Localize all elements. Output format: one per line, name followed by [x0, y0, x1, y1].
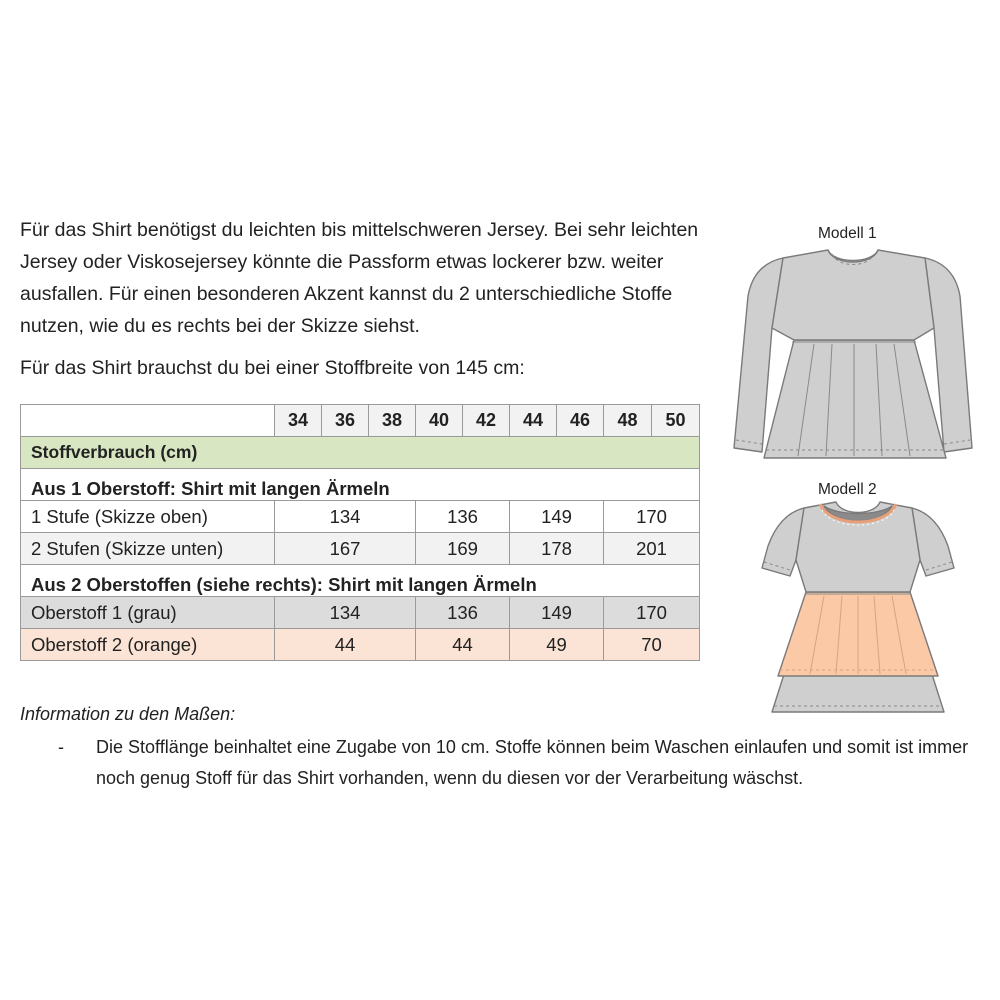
- table-row: [21, 629, 700, 661]
- value-cell: 49: [510, 629, 604, 661]
- bullet-marker: -: [58, 737, 64, 757]
- table-row: [21, 501, 700, 533]
- row-label: 1 Stufe (Skizze oben): [21, 501, 275, 533]
- row-label: 2 Stufen (Skizze unten): [21, 533, 275, 565]
- section-title-row: [21, 469, 700, 501]
- table-row: [21, 533, 700, 565]
- info-title: Information zu den Maßen:: [20, 704, 236, 724]
- value-cell: 70: [604, 629, 700, 661]
- value-cell: 167: [275, 533, 416, 565]
- size-header: 36: [322, 405, 369, 437]
- value-cell: 44: [416, 629, 510, 661]
- table-row: [21, 597, 700, 629]
- size-header: 42: [463, 405, 510, 437]
- section2-title: Aus 2 Oberstoffen (siehe rechts): Shirt mit langen Ärmeln: [21, 565, 700, 597]
- header-blank-cell: [21, 405, 275, 437]
- section-title-row: [21, 565, 700, 597]
- fabric-width-subheading: Für das Shirt brauchst du bei einer Stoffbreite von 145 cm:: [20, 357, 525, 379]
- model1-caption: Modell 1: [818, 225, 877, 242]
- value-cell: 178: [510, 533, 604, 565]
- value-cell: 134: [275, 597, 416, 629]
- value-cell: 169: [416, 533, 510, 565]
- row-label: Oberstoff 2 (orange): [21, 629, 275, 661]
- value-cell: 44: [275, 629, 416, 661]
- value-cell: 170: [604, 501, 700, 533]
- model2-caption: Modell 2: [818, 481, 877, 498]
- value-cell: 149: [510, 597, 604, 629]
- model1-long-sleeve-shirt-sketch: [728, 244, 978, 476]
- consumption-heading: Stoffverbrauch (cm): [21, 437, 700, 469]
- size-header-row: [21, 405, 700, 437]
- info-note: Die Stofflänge beinhaltet eine Zugabe von 10 cm. Stoffe können beim Waschen einlaufen und somit ist immer noch genug Stoff für das Shirt vorhanden, wenn du diesen vor der Verarbeitung wäschst.: [96, 737, 969, 788]
- size-header: 38: [369, 405, 416, 437]
- value-cell: 170: [604, 597, 700, 629]
- size-header: 46: [557, 405, 604, 437]
- size-header: 44: [510, 405, 557, 437]
- row-label: Oberstoff 1 (grau): [21, 597, 275, 629]
- fabric-consumption-table: [20, 404, 700, 661]
- value-cell: 201: [604, 533, 700, 565]
- size-header: 50: [652, 405, 700, 437]
- intro-paragraph: Für das Shirt benötigst du leichten bis mittelschweren Jersey. Bei sehr leichten Jersey oder Viskosejersey könnte die Passform etwas lockerer bzw. weiter ausfallen. Für einen besonderen Akzent kannst du 2 unterschiedliche Stoffe nutzen, wie du es rechts bei der Skizze siehst.: [20, 219, 699, 337]
- value-cell: 134: [275, 501, 416, 533]
- size-header: 48: [604, 405, 652, 437]
- value-cell: 149: [510, 501, 604, 533]
- size-header: 40: [416, 405, 463, 437]
- section1-title: Aus 1 Oberstoff: Shirt mit langen Ärmeln: [21, 469, 700, 501]
- consumption-heading-row: [21, 437, 700, 469]
- value-cell: 136: [416, 597, 510, 629]
- value-cell: 136: [416, 501, 510, 533]
- size-header: 34: [275, 405, 322, 437]
- model2-two-tier-shirt-sketch: [758, 500, 958, 720]
